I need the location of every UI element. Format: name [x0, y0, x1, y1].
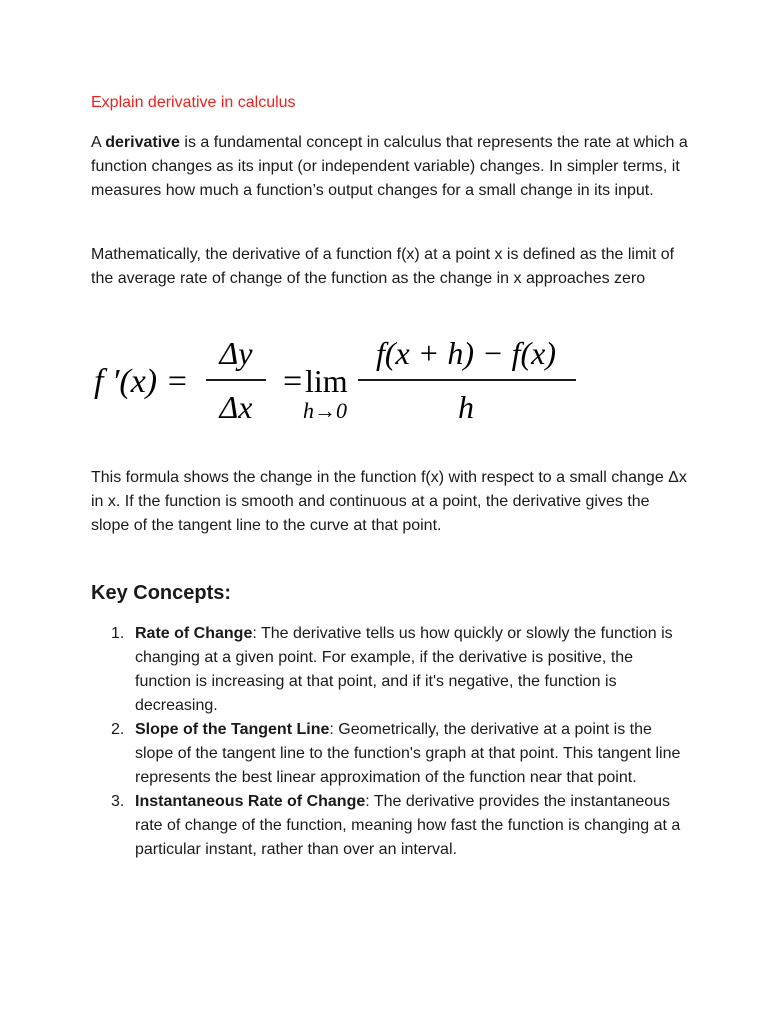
- document-title: Explain derivative in calculus: [91, 94, 296, 111]
- list-item: [91, 790, 691, 862]
- intro-bold-term: derivative: [105, 134, 180, 151]
- formula-lim-subscript: h→0: [303, 398, 347, 423]
- formula-equals: =: [283, 363, 303, 400]
- list-term: Rate of Change: [135, 625, 253, 642]
- formula-lim: lim: [305, 363, 348, 399]
- derivative-formula: [86, 330, 586, 430]
- list-item: [91, 718, 691, 790]
- intro-prefix: A: [91, 134, 106, 151]
- formula-delta-y: Δy: [219, 335, 253, 371]
- list-text: : The derivative provides the instantaneous rate of change of the function, meaning how fast the function is changing at a particular instant, rather than over an interval.: [135, 793, 681, 858]
- list-number: 3.: [111, 793, 125, 810]
- formula-lhs: f ′(x) =: [94, 363, 189, 400]
- formula-delta-x: Δx: [219, 389, 253, 425]
- list-text: : Geometrically, the derivative at a point is the slope of the tangent line to the function's graph at that point. This tangent line represents the best linear approximation of the function near that point.: [135, 721, 681, 786]
- list-term: Instantaneous Rate of Change: [135, 793, 366, 810]
- key-concepts-list: [91, 622, 691, 862]
- list-text: : The derivative tells us how quickly or slowly the function is changing at a given point. For example, if the derivative is positive, the function is increasing at that point, and if it's negative, the function is decreasing.: [135, 625, 673, 714]
- formula-numerator: f(x + h) − f(x): [376, 335, 556, 371]
- definition-paragraph: Mathematically, the derivative of a function f(x) at a point x is defined as the limit of the average rate of change of the function as the change in x approaches zero: [91, 246, 675, 287]
- explanation-paragraph: This formula shows the change in the function f(x) with respect to a small change Δx in x. If the function is smooth and continuous at a point, the derivative gives the slope of the tangent line to the curve at that point.: [91, 469, 687, 534]
- list-term: Slope of the Tangent Line: [135, 721, 330, 738]
- list-item: [91, 622, 691, 718]
- list-number: 2.: [111, 721, 125, 738]
- intro-text: is a fundamental concept in calculus that represents the rate at which a function changes as its input (or independent variable) changes. In simpler terms, it measures how much a function’s output changes for a small change in its input.: [91, 134, 688, 199]
- formula-denominator: h: [458, 389, 474, 425]
- intro-paragraph: [91, 131, 691, 203]
- key-concepts-heading: Key Concepts:: [91, 582, 232, 604]
- list-number: 1.: [111, 625, 125, 642]
